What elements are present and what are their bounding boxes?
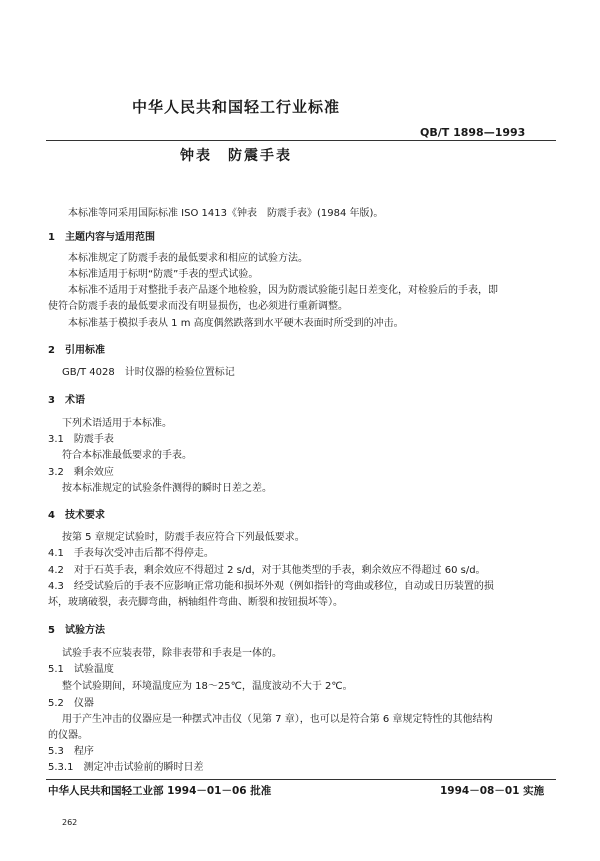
section-2-heading: 2 引用标准 (48, 345, 105, 356)
approval-notice: 中华人民共和国轻工业部 1994－01－06 批准 (48, 785, 272, 797)
section-5-2-title: 5.2 仪器 (48, 698, 94, 709)
section-4-2: 4.2 对于石英手表，剩余效应不得超过 2 s/d，对于其他类型的手表，剩余效应不得超过 60 s/d。 (48, 565, 486, 576)
section-5-2-text: 用于产生冲击的仪器应是一种摆式冲击仪（见第 7 章），也可以是符合第 6 章规定特性的其他结构 (62, 714, 493, 725)
section-5-3-title: 5.3 程序 (48, 746, 94, 757)
section-1-text: 本标准规定了防震手表的最低要求和相应的试验方法。 (68, 253, 308, 264)
section-5-2-text-continued: 的仪器。 (48, 730, 88, 741)
implementation-date: 1994－08－01 实施 (440, 785, 545, 797)
section-3-2-text: 按本标准规定的试验条件测得的瞬时日差之差。 (62, 483, 272, 494)
intro-paragraph: 本标准等同采用国际标准 ISO 1413《钟表 防震手表》(1984 年版)。 (68, 208, 384, 219)
section-2-text: GB/T 4028 计时仪器的检验位置标记 (62, 367, 235, 378)
section-3-1-title: 3.1 防震手表 (48, 434, 114, 445)
page-number: 262 (62, 818, 78, 827)
section-4-3-continued: 坏，玻璃破裂，表壳脚弯曲，柄轴组件弯曲、断裂和按钮损坏等）。 (48, 597, 343, 608)
section-5-heading: 5 试验方法 (48, 625, 105, 636)
section-1-text: 使符合防震手表的最低要求而没有明显损伤，也必须进行重新调整。 (48, 301, 348, 312)
section-4-text: 按第 5 章规定试验时，防震手表应符合下列最低要求。 (62, 532, 305, 543)
section-1-text: 本标准适用于标明“防震”手表的型式试验。 (68, 269, 259, 280)
top-rule (46, 140, 556, 141)
section-3-1-text: 符合本标准最低要求的手表。 (62, 450, 192, 461)
section-4-3: 4.3 经受试验后的手表不应影响正常功能和损坏外观（例如指针的弯曲或移位，自动或日历装置的损 (48, 581, 494, 592)
standard-category-title: 中华人民共和国轻工行业标准 (132, 98, 341, 116)
section-3-2-title: 3.2 剩余效应 (48, 467, 114, 478)
section-5-3-1-title: 5.3.1 测定冲击试验前的瞬时日差 (48, 762, 204, 773)
section-5-1-text: 整个试验期间，环境温度应为 18～25℃，温度波动不大于 2℃。 (62, 681, 353, 692)
bottom-rule (46, 779, 556, 780)
section-3-heading: 3 术语 (48, 395, 85, 406)
standard-code: QB/T 1898—1993 (420, 126, 526, 139)
section-4-heading: 4 技术要求 (48, 510, 105, 521)
section-5-1-title: 5.1 试验温度 (48, 664, 114, 675)
section-1-text: 本标准不适用于对整批手表产品逐个地检验，因为防震试验能引起日差变化，对检验后的手表，即 (68, 285, 498, 296)
document-title: 钟表 防震手表 (180, 148, 292, 164)
section-1-text: 本标准基于模拟手表从 1 m 高度偶然跌落到水平硬木表面时所受到的冲击。 (68, 318, 404, 329)
section-3-text: 下列术语适用于本标准。 (62, 418, 172, 429)
section-5-text: 试验手表不应装表带，除非表带和手表是一体的。 (62, 648, 282, 659)
section-1-heading: 1 主题内容与适用范围 (48, 232, 155, 243)
section-4-1: 4.1 手表每次受冲击后都不得停走。 (48, 548, 214, 559)
